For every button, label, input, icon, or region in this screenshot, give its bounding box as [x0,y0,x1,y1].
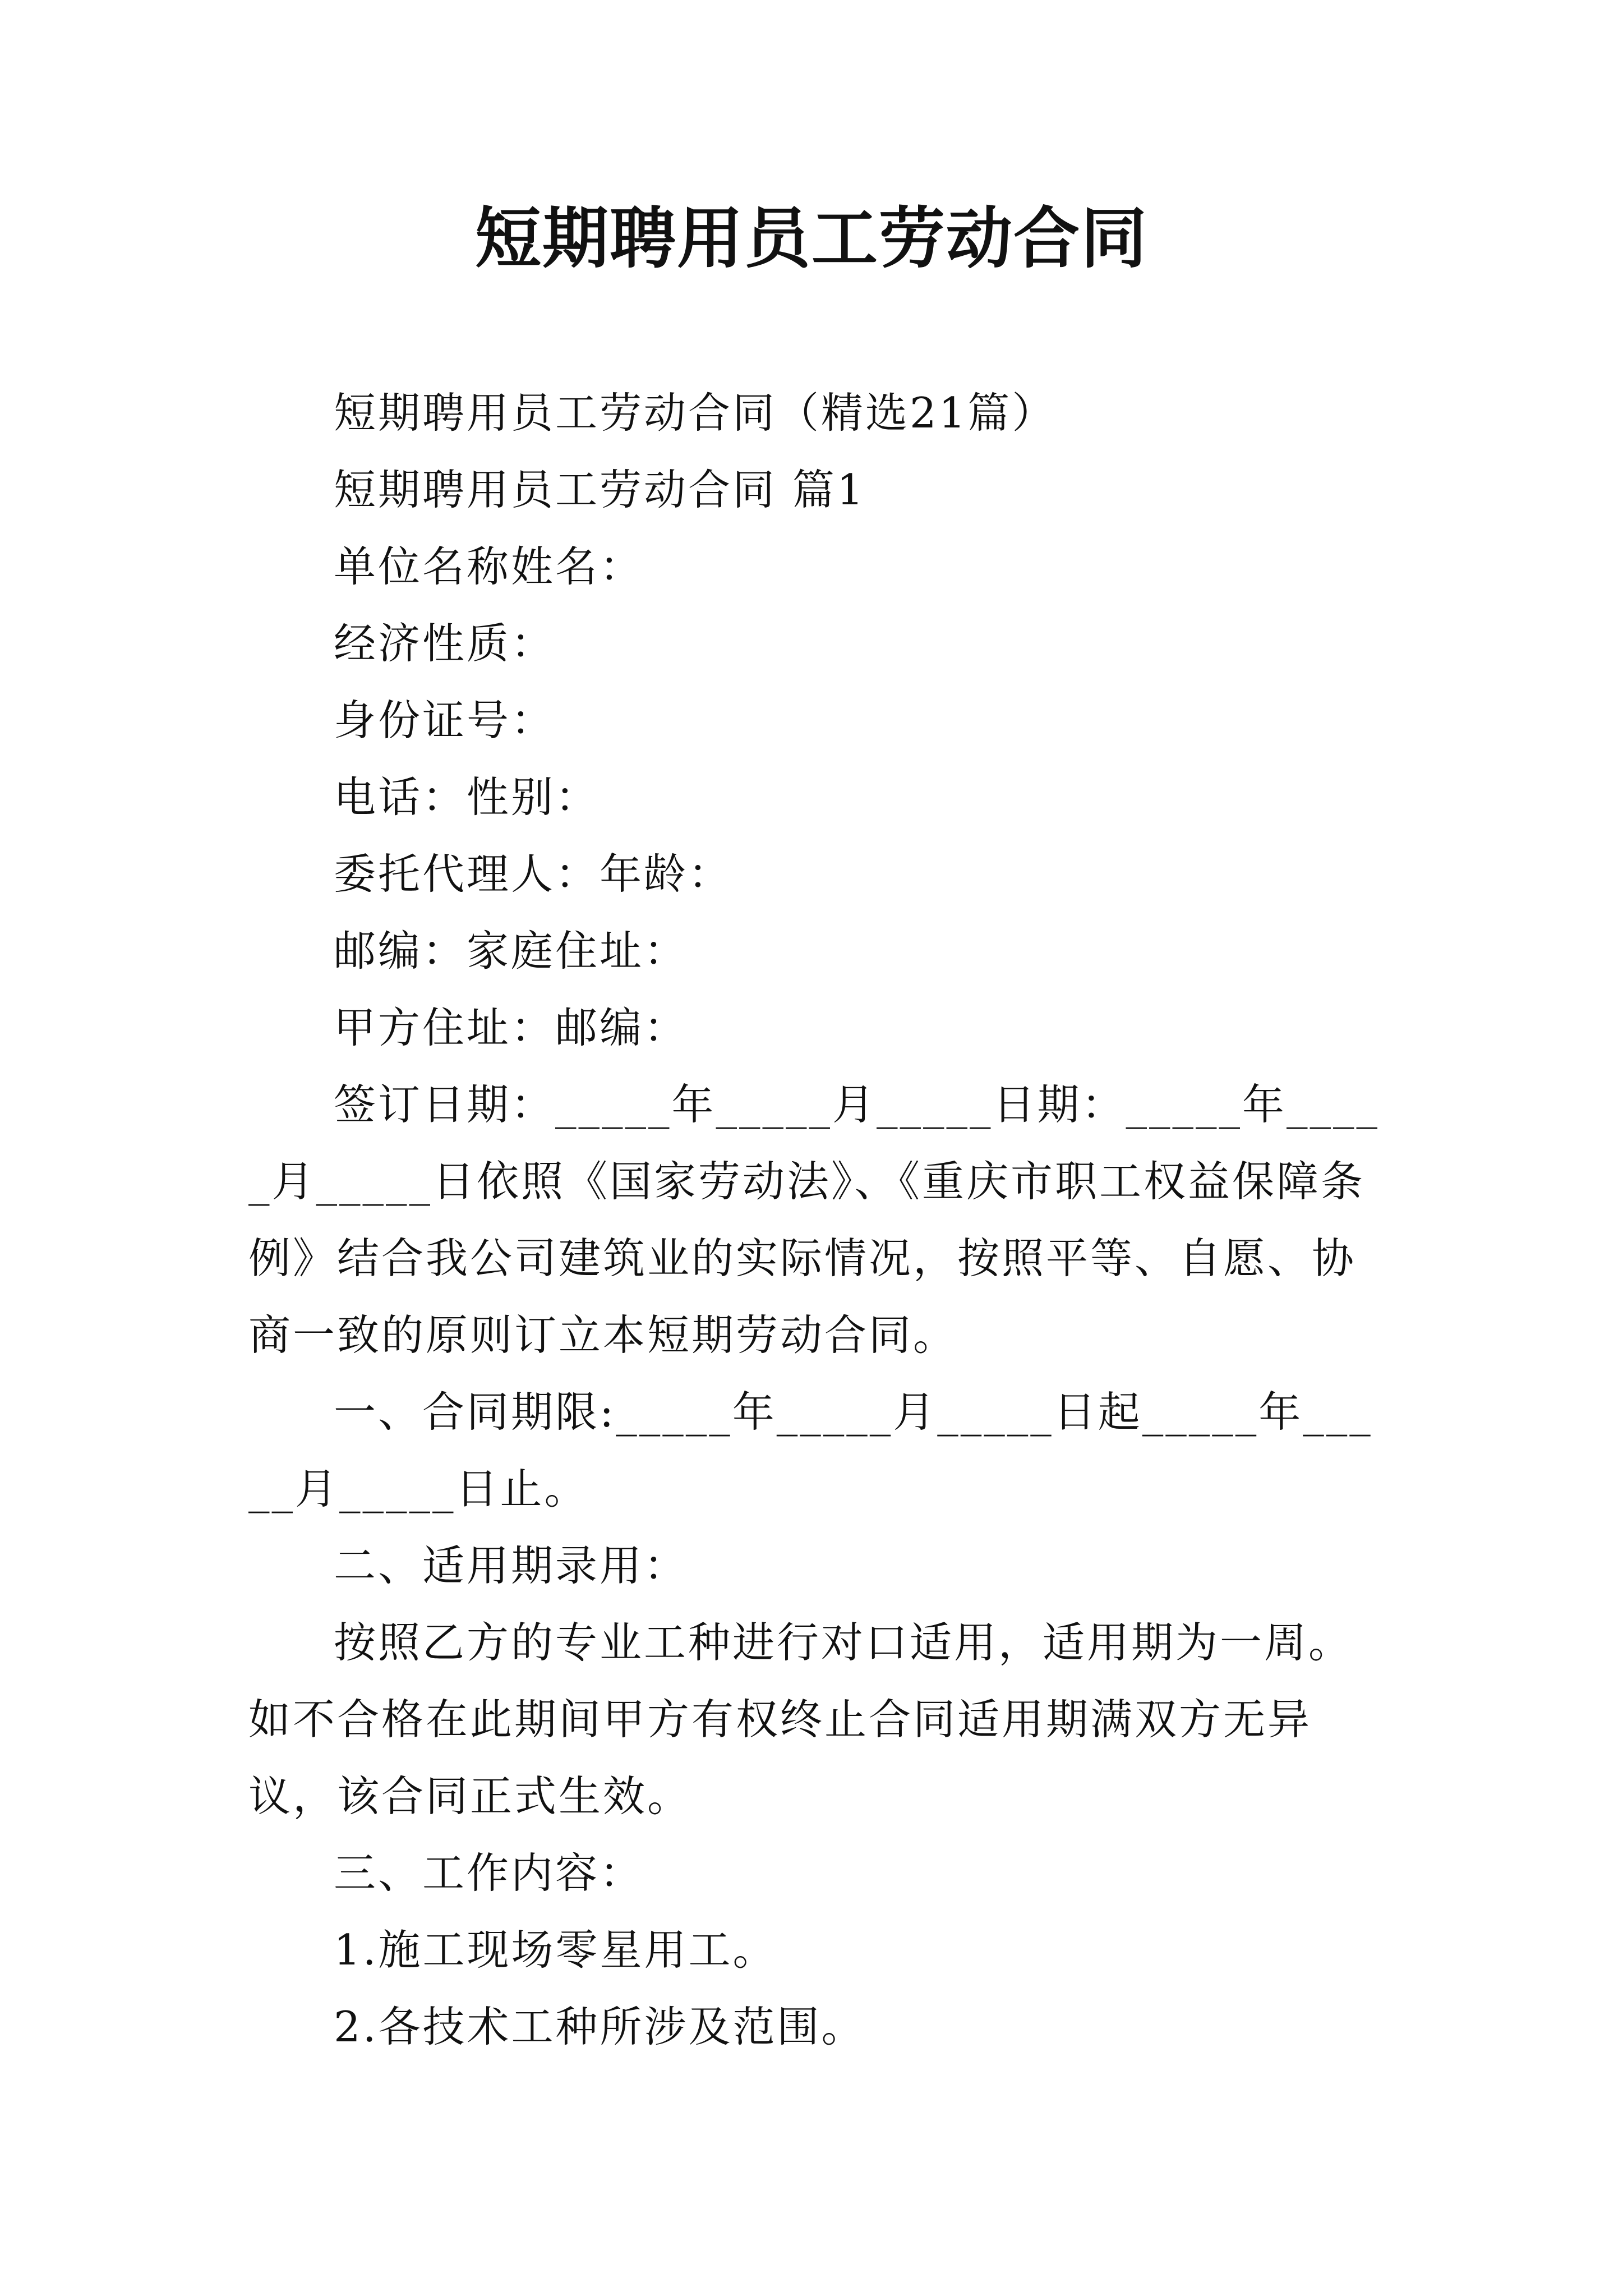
paragraph-probation-text: 按照乙方的专业工种进行对口适用，适用期为一周。如不合格在此期间甲方有权终止合同适用期满双方无异议，该合同正式生效。 [248,1618,1353,1821]
paragraph-section-heading: 短期聘用员工劳动合同 篇1 [334,465,866,514]
document-body [248,375,1395,2065]
paragraph-economic-nature: 经济性质： [334,619,556,668]
paragraph-agent-age: 委托代理人：年龄： [334,849,733,899]
paragraph-contract-term: 一、合同期限:_____年_____月_____日起_____年_____月_____日止。 [248,1387,1373,1513]
paragraph-id-number: 身份证号： [334,696,556,745]
paragraph-subtitle: 短期聘用员工劳动合同（精选21篇） [334,388,1057,438]
paragraph-party-a-address: 甲方住址：邮编： [334,1003,689,1052]
paragraph-phone-gender: 电话：性别： [334,772,600,822]
paragraph-work-content-heading: 三、工作内容： [334,1848,644,1898]
document-title: 短期聘用员工劳动合同 [474,199,1148,277]
paragraph-signing-date: 签订日期：_____年_____月_____日期：_____年_____月_____日依照《国家劳动法》、《重庆市职工权益保障条例》结合我公司建筑业的实际情况，按照平等、自愿、协商一致的原则订立本短期劳动合同。 [248,1080,1380,1360]
paragraph-work-item-1: 1.施工现场零星用工。 [334,1925,777,1975]
paragraph-probation-heading: 二、适用期录用： [334,1541,689,1590]
paragraph-unit-name: 单位名称姓名： [334,542,644,591]
paragraph-work-item-2: 2.各技术工种所涉及范围。 [334,2002,866,2051]
paragraph-postcode-address: 邮编：家庭住址： [334,926,689,976]
